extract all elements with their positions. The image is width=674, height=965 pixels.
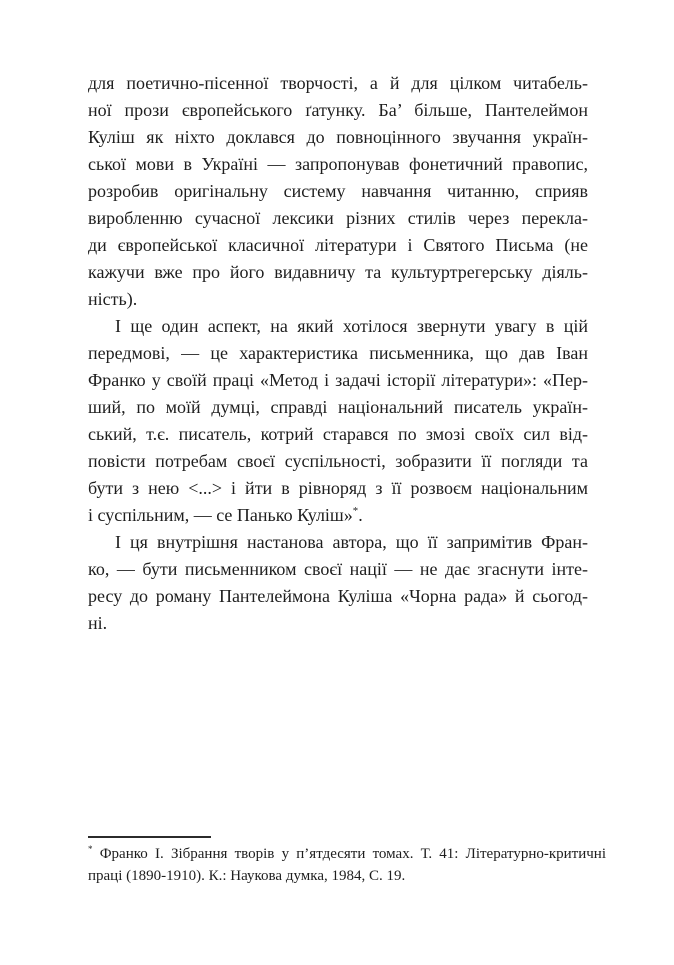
text-line	[88, 151, 588, 178]
text-segment: передмові, — це характеристика письменника, що дав Іван	[88, 343, 588, 363]
text-segment: ди європейської класичної літератури і Святого Письма (не	[88, 235, 588, 255]
text-segment: ко, — бути письменником своєї нації — не дає згаснути інте-	[88, 559, 588, 579]
text-segment: для поетично-пісенної творчості, а й для цілком читабель-	[88, 73, 588, 93]
text-segment: І ця внутрішня настанова автора, що її запримітив Фран-	[115, 532, 588, 552]
text-line	[88, 394, 588, 421]
text-segment: бути з нею <...> і йти в рівноряд з її розвоєм національним	[88, 478, 588, 498]
text-segment: Франко у своїй праці «Метод і задачі історії літератури»: «Пер-	[88, 370, 588, 390]
text-line	[88, 286, 588, 313]
text-line	[88, 97, 588, 124]
text-line	[88, 178, 588, 205]
text-line	[88, 556, 588, 583]
text-line	[88, 232, 588, 259]
text-line	[88, 70, 588, 97]
text-segment: розробив оригінальну систему навчання читанню, сприяв	[88, 181, 588, 201]
text-segment: ської мови в Україні — запропонував фонетичний правопис,	[88, 154, 588, 174]
text-line	[88, 475, 588, 502]
text-segment: ший, по моїй думці, справді національний писатель україн-	[88, 397, 588, 417]
text-line	[88, 610, 588, 637]
text-segment: ні.	[88, 613, 108, 633]
text-segment: ресу до роману Пантелеймона Куліша «Чорна рада» й сьогод-	[88, 586, 588, 606]
text-segment: виробленню сучасної лексики різних стилів через перекла-	[88, 208, 588, 228]
text-line	[88, 583, 588, 610]
text-line	[88, 340, 588, 367]
text-line	[88, 529, 588, 556]
text-line	[88, 421, 588, 448]
text-line	[88, 124, 588, 151]
text-line	[88, 367, 588, 394]
text-segment: .	[358, 505, 363, 525]
text-segment: праці (1890-1910). К.: Наукова думка, 1984, С. 19.	[88, 868, 406, 884]
text-segment: ної прози європейського ґатунку. Ба’ більше, Пантелеймон	[88, 100, 588, 120]
footnote-text	[88, 843, 606, 887]
text-line	[88, 865, 606, 887]
footnote-marker: *	[352, 505, 359, 517]
text-segment: ський, т.є. писатель, котрий старався по змозі своїх сил від-	[88, 424, 588, 444]
text-segment: І ще один аспект, на який хотілося звернути увагу в цій	[115, 316, 588, 336]
text-segment: і суспільним, — се Панько Куліш»	[88, 505, 353, 525]
paragraph	[88, 529, 588, 637]
footnote-marker: *	[88, 844, 93, 854]
text-segment: кажучи вже про його видавничу та культуртрегерську діяль-	[88, 262, 588, 282]
text-line	[88, 448, 588, 475]
text-segment: повісти потребам своєї суспільності, зобразити її погляди та	[88, 451, 588, 471]
body-text	[88, 70, 588, 637]
footnote	[88, 836, 606, 887]
footnote-rule	[88, 836, 211, 838]
text-line	[88, 502, 588, 529]
text-line	[88, 843, 606, 865]
text-line	[88, 259, 588, 286]
paragraph	[88, 70, 588, 313]
text-line	[88, 313, 588, 340]
text-line	[88, 205, 588, 232]
text-segment: Куліш як ніхто доклався до повноцінного звучання україн-	[88, 127, 588, 147]
paragraph	[88, 313, 588, 529]
text-segment: ність).	[88, 289, 138, 309]
text-segment: Франко І. Зібрання творів у п’ятдесяти томах. Т. 41: Літературно-критичні	[92, 846, 606, 862]
